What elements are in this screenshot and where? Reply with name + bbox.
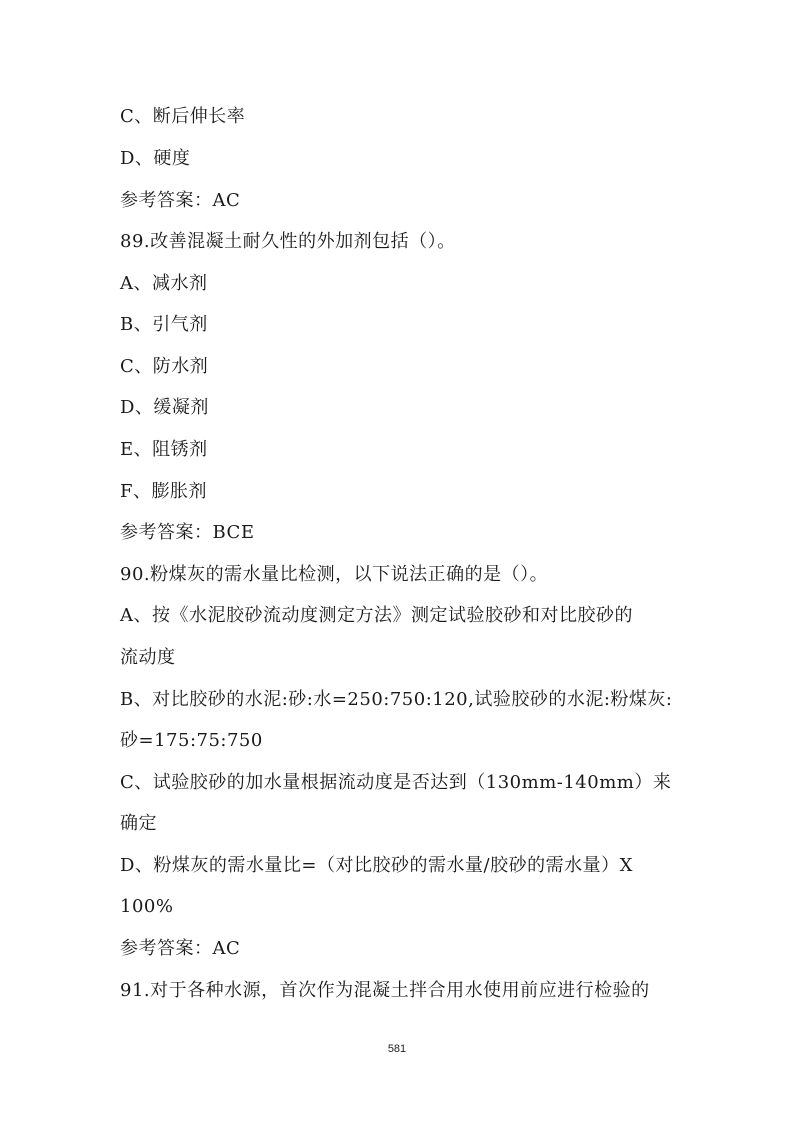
option-89-e: E、阻锈剂 [120, 439, 208, 460]
option-90-c-cont: 确定 [120, 813, 157, 834]
answer-90: 参考答案：AC [120, 938, 241, 959]
answer-88: 参考答案：AC [120, 190, 241, 211]
answer-89: 参考答案：BCE [120, 522, 255, 543]
option-90-b: B、对比胶砂的水泥:砂:水=250:750:120,试验胶砂的水泥:粉煤灰: [120, 689, 673, 710]
page-number: 581 [387, 1043, 407, 1055]
option-89-d: D、缓凝剂 [120, 397, 209, 418]
question-90: 90.粉煤灰的需水量比检测，以下说法正确的是（）。 [120, 564, 549, 585]
option-90-a: A、按《水泥胶砂流动度测定方法》测定试验胶砂和对比胶砂的 [120, 605, 633, 626]
option-89-a: A、减水剂 [120, 273, 208, 294]
question-89: 89.改善混凝土耐久性的外加剂包括（）。 [120, 231, 456, 252]
option-89-c: C、防水剂 [120, 356, 209, 377]
option-d-hardness: D、硬度 [120, 148, 191, 169]
option-89-f: F、膨胀剂 [120, 481, 207, 502]
option-89-b: B、引气剂 [120, 314, 208, 335]
question-91: 91.对于各种水源，首次作为混凝土拌合用水使用前应进行检验的 [120, 980, 650, 1001]
option-90-d: D、粉煤灰的需水量比=（对比胶砂的需水量/胶砂的需水量）X [120, 855, 633, 876]
option-90-c: C、试验胶砂的加水量根据流动度是否达到（130mm-140mm）来 [120, 772, 672, 793]
option-90-a-cont: 流动度 [120, 647, 176, 668]
option-90-d-cont: 100% [120, 896, 174, 917]
option-90-b-cont: 砂=175:75:750 [120, 730, 263, 751]
option-c-elongation: C、断后伸长率 [120, 106, 246, 127]
